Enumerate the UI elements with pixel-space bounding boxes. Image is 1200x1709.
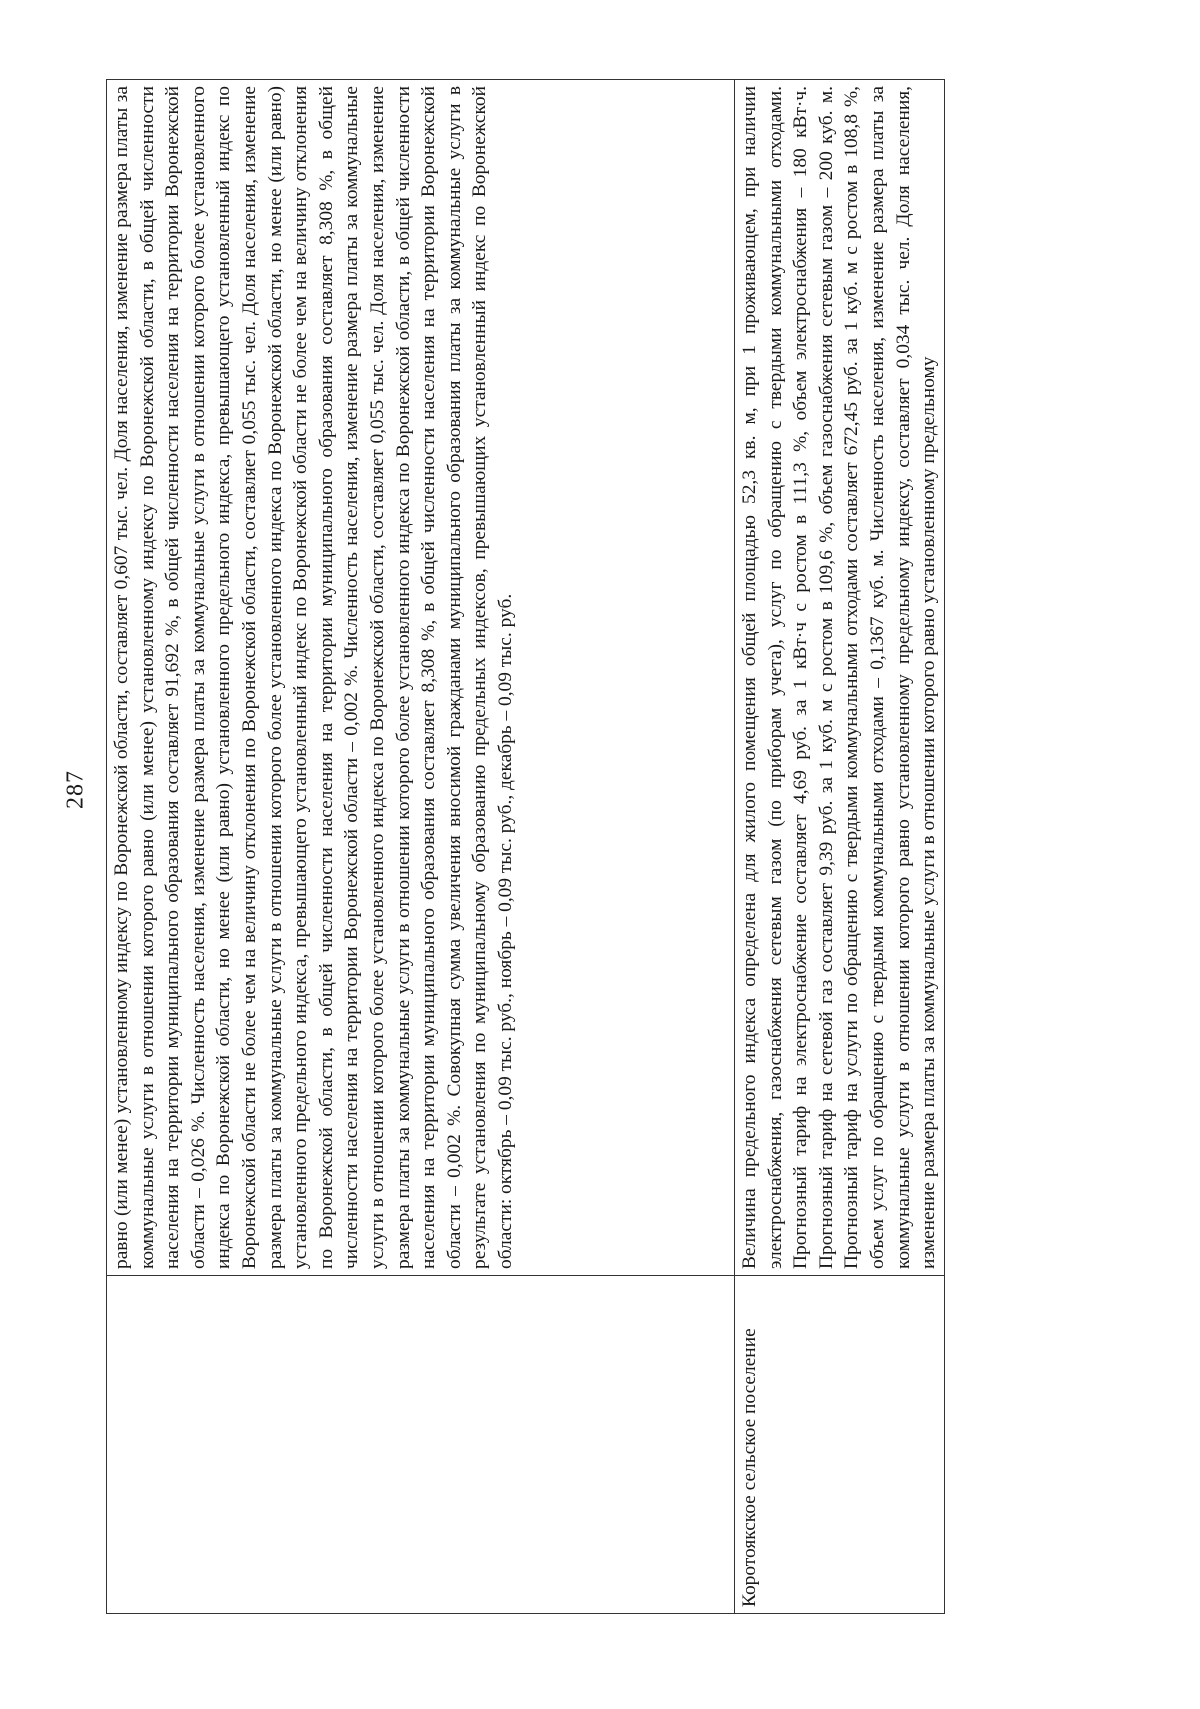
municipality-name-cell: Коротоякское сельское поселение [735, 1276, 945, 1614]
description-cell: Величина предельного индекса определена для жилого помещения общей площадью 52,3 кв. м, при 1 проживающем, при наличии электроснабжения, газоснабжения сетевым газом (по приборам учета), услуг по обращению с твердыми коммунальными отходами. Прогнозный тариф на электроснабжение составляет 4,69 руб. за 1 кВт·ч с ростом в 111,3 %, объем электроснабжения – 180 кВт·ч. Прогнозный тариф на сетевой газ составляет 9,39 руб. за 1 куб. м с ростом в 109,6 %, объем газоснабжения сетевым газом – 200 куб. м. Прогнозный тариф на услуги по обращению с твердыми коммунальными отходами составляет 672,45 руб. за 1 куб. м с ростом в 108,8 %, объем услуг по обращению с твердыми коммунальными отходами – 0,1367 куб. м. Численность населения, изменение размера платы за коммунальные услуги в отношении которого равно установленному предельному индексу, составляет 0,034 тыс. чел. Доля населения, изменение размера платы за коммунальные услуги в отношении которого равно установленному предельному [735, 80, 945, 1276]
municipality-name-cell [107, 1276, 735, 1614]
table-row [735, 80, 945, 1614]
page-number: 287 [62, 770, 89, 809]
table-row [107, 80, 735, 1614]
rotated-table-frame [106, 79, 1096, 1614]
document-table [106, 79, 945, 1614]
description-cell: равно (или менее) установленному индексу по Воронежской области, составляет 0,607 тыс. чел. Доля населения, изменение размера платы за коммунальные услуги в отношении которого равно (или менее) установленному индексу по Воронежской области, в общей численности населения на территории муниципального образования составляет 91,692 %, в общей численности населения на территории Воронежской области – 0,026 %. Численность населения, изменение размера платы за коммунальные услуги в отношении которого более установленного индекса по Воронежской области, но менее (или равно) установленного предельного индекса, превышающего установленный индекс по Воронежской области не более чем на величину отклонения по Воронежской области, составляет 0,055 тыс. чел. Доля населения, изменение размера платы за коммунальные услуги в отношении которого более установленного индекса по Воронежской области, но менее (или равно) установленного предельного индекса, превышающего установленный индекс по Воронежской области не более чем на величину отклонения по Воронежской области, в общей численности населения на территории муниципального образования составляет 8,308 %, в общей численности населения на территории Воронежской области – 0,002 %. Численность населения, изменение размера платы за коммунальные услуги в отношении которого более установленного индекса по Воронежской области, составляет 0,055 тыс. чел. Доля населения, изменение размера платы за коммунальные услуги в отношении которого более установленного индекса по Воронежской области, в общей численности населения на территории муниципального образования составляет 8,308 %, в общей численности населения на территории Воронежской области – 0,002 %. Совокупная сумма увеличения вносимой гражданами муниципального образования платы за коммунальные услуги в результате установления по муниципальному образованию предельных индексов, превышающих установленный индекс по Воронежской области: октябрь – 0,09 тыс. руб., ноябрь – 0,09 тыс. руб., декабрь – 0,09 тыс. руб. [107, 80, 735, 1276]
